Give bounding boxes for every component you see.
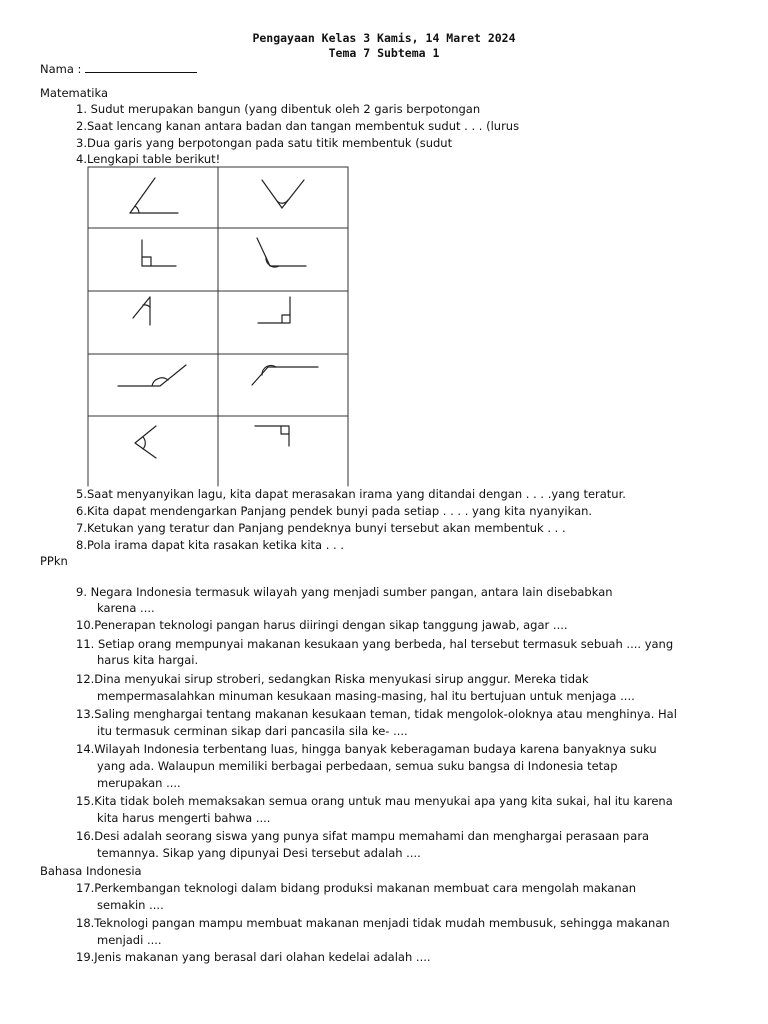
question-16-cont: temannya. Sikap yang dipunyai Desi tersebut adalah ....	[97, 846, 421, 860]
obtuse-angle-icon	[257, 238, 306, 267]
worksheet-title: Pengayaan Kelas 3 Kamis, 14 Maret 2024	[252, 31, 516, 45]
right-angle-icon	[142, 240, 176, 266]
section-matematika-heading: Matematika	[40, 86, 109, 100]
question-4: 4.Lengkapi table berikut!	[76, 152, 221, 166]
question-11: 11. Setiap orang mempunyai makanan kesukaan yang berbeda, hal tersebut termasuk sebuah .... yang	[76, 637, 674, 651]
question-13: 13.Saling menghargai tentang makanan kesukaan teman, tidak mengolok-oloknya atau menghinya. Hal	[76, 707, 677, 721]
question-3: 3.Dua garis yang berpotongan pada satu titik membentuk (sudut	[76, 136, 453, 150]
question-14-cont: yang ada. Walaupun memiliki berbagai perbedaan, semua suku bangsa di Indonesia tetap	[97, 759, 618, 773]
question-14: 14.Wilayah Indonesia terbentang luas, hingga banyak keberagaman budaya karena banyaknya suku	[76, 742, 657, 756]
acute-angle-icon	[130, 178, 178, 213]
section-bahasa-heading: Bahasa Indonesia	[40, 864, 142, 878]
question-6: 6.Kita dapat mendengarkan Panjang pendek bunyi pada setiap . . . . yang kita nyanyikan.	[76, 504, 593, 518]
right-angle-corner-icon	[255, 426, 289, 446]
right-angle-mirrored-icon	[258, 297, 290, 323]
question-13-cont: itu termasuk cerminan sikap dari pancasila sila ke- ....	[97, 724, 408, 738]
question-12: 12.Dina menyukai sirup stroberi, sedangkan Riska menyukasi sirup anggur. Mereka tidak	[76, 672, 589, 686]
question-9-cont: karena ....	[97, 601, 155, 615]
question-5: 5.Saat menyanyikan lagu, kita dapat merasakan irama yang ditandai dengan . . . .yang teratur.	[76, 487, 626, 501]
question-7: 7.Ketukan yang teratur dan Panjang pendeknya bunyi tersebut akan membentuk . . .	[76, 521, 566, 535]
question-12-cont: mempermasalahkan minuman kesukaan masing-masing, hal itu bertujuan untuk menjaga ....	[97, 689, 635, 703]
question-15: 15.Kita tidak boleh memaksakan semua orang untuk mau menyukai apa yang kita sukai, hal itu karena	[76, 794, 673, 808]
reflex-angle-icon	[118, 365, 186, 386]
name-label: Nama :	[40, 62, 82, 76]
worksheet-subtitle: Tema 7 Subtema 1	[328, 46, 440, 60]
question-17-cont: semakin ....	[97, 898, 164, 912]
obtuse-angle-open-icon	[252, 365, 318, 385]
question-10: 10.Penerapan teknologi pangan harus diiringi dengan sikap tanggung jawab, agar ....	[76, 618, 568, 632]
question-17: 17.Perkembangan teknologi dalam bidang produksi makanan membuat cara mengolah makanan	[76, 881, 637, 895]
question-14-cont2: merupakan ....	[97, 776, 181, 790]
narrow-angle-icon	[133, 297, 150, 325]
question-11-cont: harus kita hargai.	[97, 653, 199, 667]
question-19: 19.Jenis makanan yang berasal dari olahan kedelai adalah ....	[76, 950, 431, 964]
question-2: 2.Saat lencang kanan antara badan dan tangan membentuk sudut . . . (lurus	[76, 119, 520, 133]
question-1: 1. Sudut merupakan bangun (yang dibentuk oleh 2 garis berpotongan	[76, 102, 481, 116]
question-18-cont: menjadi ....	[97, 933, 162, 947]
v-angle-icon	[262, 180, 304, 208]
question-18: 18.Teknologi pangan mampu membuat makanan menjadi tidak mudah membusuk, sehingga makanan	[76, 916, 670, 930]
question-8: 8.Pola irama dapat kita rasakan ketika kita . . .	[76, 538, 345, 552]
section-ppkn-heading: PPkn	[40, 554, 68, 568]
left-angle-icon	[135, 426, 156, 458]
question-15-cont: kita harus mengerti bahwa ....	[97, 811, 271, 825]
angle-table-grid	[88, 167, 348, 486]
question-9: 9. Negara Indonesia termasuk wilayah yang menjadi sumber pangan, antara lain disebabkan	[76, 585, 613, 599]
question-16: 16.Desi adalah seorang siswa yang punya sifat mampu memahami dan menghargai perasaan para	[76, 829, 650, 843]
